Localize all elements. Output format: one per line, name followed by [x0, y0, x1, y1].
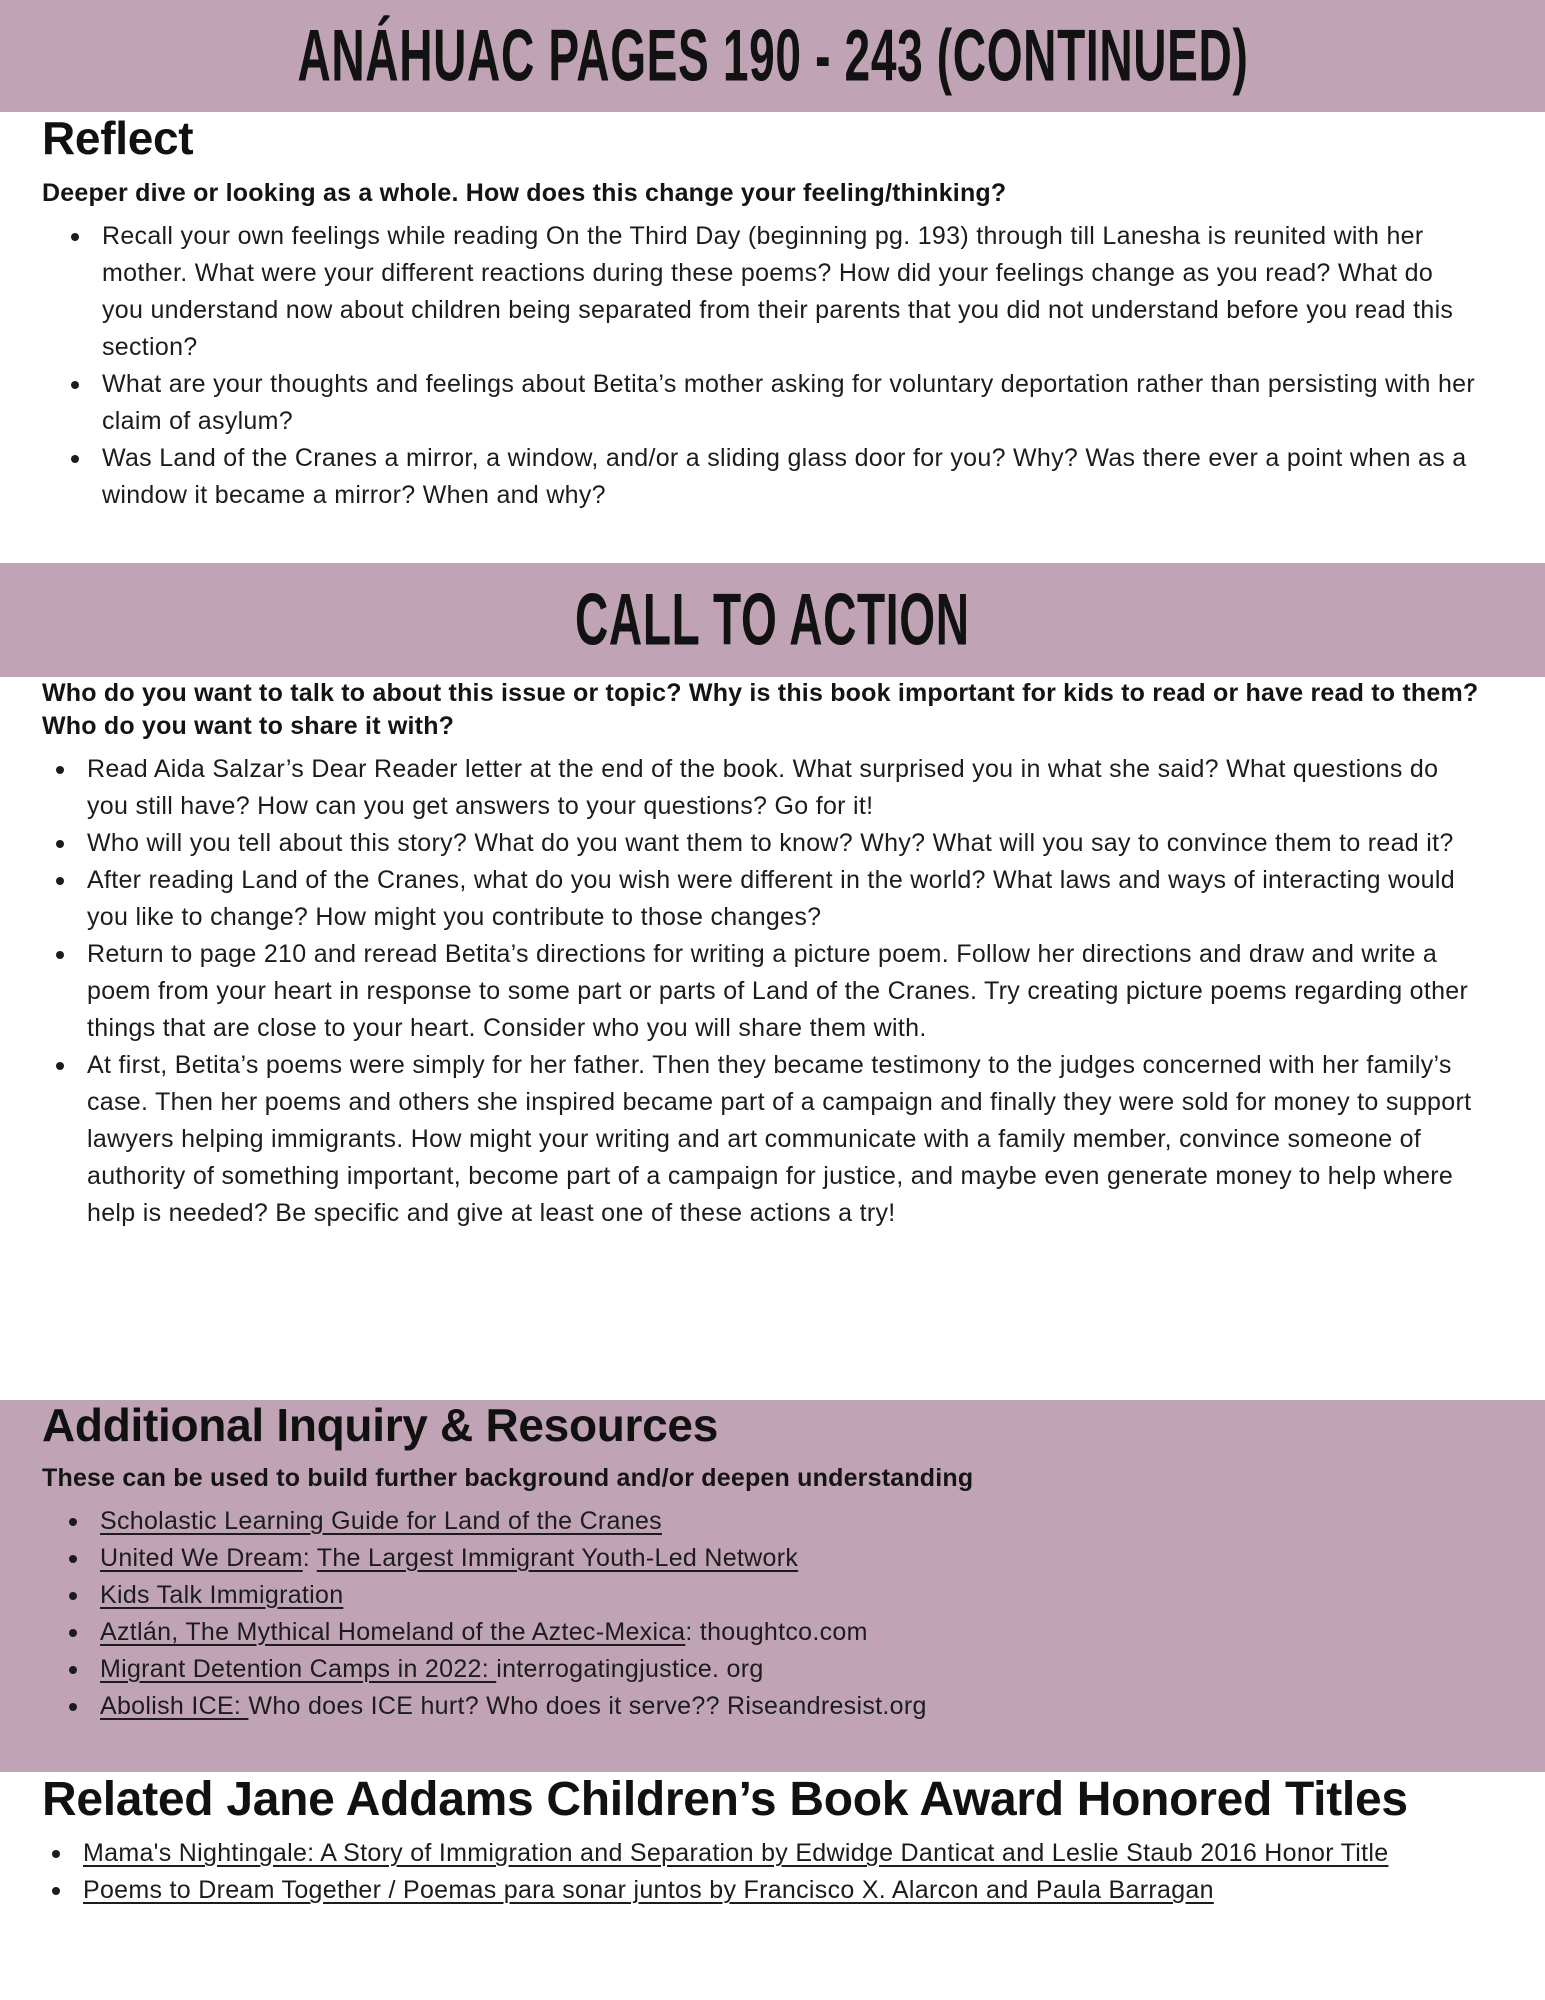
call-to-action-bullet: Who will you tell about this story? What do you want them to know? Why? What will you say to convince them to read it? — [54, 825, 1475, 862]
resources-section — [0, 1400, 1545, 1772]
call-to-action-bullet: Read Aida Salzar’s Dear Reader letter at the end of the book. What surprised you in what she said? What questions do you still have? How can you get answers to your questions? Go for it! — [54, 751, 1475, 825]
resource-item-link[interactable]: Kids Talk Immigration — [100, 1580, 344, 1609]
reflect-intro: Deeper dive or looking as a whole. How does this change your feeling/thinking? — [42, 178, 1007, 207]
call-to-action-bullet: Return to page 210 and reread Betita’s directions for writing a picture poem. Follow her directions and draw and write a poem from your heart in response to some part or parts of Land of the Cranes. Try creating picture poems regarding other things that are close to your heart. Consider who you will share them with. — [54, 936, 1475, 1047]
related-titles-list — [50, 1835, 1495, 1909]
resource-item-link[interactable]: Aztlán, The Mythical Homeland of the Aztec-Mexica — [100, 1617, 686, 1646]
resource-item — [67, 1651, 1475, 1688]
resources-link-list — [67, 1503, 1495, 1725]
resource-item-link[interactable]: The Largest Immigrant Youth-Led Network — [316, 1543, 799, 1572]
resource-item-text: : — [302, 1543, 317, 1572]
call-to-action-intro: Who do you want to talk to about this issue or topic? Why is this book important for kids to read or have read to them? Who do you want to share it with? — [42, 679, 1479, 740]
reflect-section — [0, 112, 1545, 563]
call-to-action-title: CALL TO ACTION — [575, 579, 970, 661]
call-to-action-bullet: After reading Land of the Cranes, what do you wish were different in the world? What laws and ways of interacting would you like to change? How might you contribute to those changes? — [54, 862, 1475, 936]
resources-heading: Additional Inquiry & Resources — [42, 1399, 718, 1451]
call-to-action-bullet: At first, Betita’s poems were simply for her father. Then they became testimony to the judges concerned with her family’s case. Then her poems and others she inspired became part of a campaign and finally they were sold for money to support lawyers helping immigrants. How might your writing and art communicate with a family member, convince someone of authority of something important, become part of a campaign for justice, and maybe even generate money to help where help is needed? Be specific and give at least one of these actions a try! — [54, 1047, 1475, 1232]
resource-item — [67, 1688, 1475, 1725]
resource-item-text: Who does ICE hurt? Who does it serve?? Riseandresist.org — [248, 1691, 927, 1720]
call-to-action-bullet-list — [54, 751, 1495, 1232]
resource-item — [67, 1540, 1475, 1577]
reflect-bullet: Recall your own feelings while reading On the Third Day (beginning pg. 193) through till Lanesha is reunited with her mother. What were your different reactions during these poems? How did your feelings change as you read? What do you understand now about children being separated from their parents that you did not understand before you read this section? — [69, 218, 1475, 366]
reflect-bullet: What are your thoughts and feelings about Betita’s mother asking for voluntary deportation rather than persisting with her claim of asylum? — [69, 366, 1475, 440]
resource-item-link[interactable]: Migrant Detention Camps in 2022: — [100, 1654, 497, 1683]
resource-item-link[interactable]: Abolish ICE: — [100, 1691, 249, 1720]
related-title-item — [50, 1872, 1475, 1909]
resource-item-link[interactable]: United We Dream — [100, 1543, 303, 1572]
reflect-bullet: Was Land of the Cranes a mirror, a window, and/or a sliding glass door for you? Why? Was there ever a point when as a window it became a mirror? When and why? — [69, 440, 1475, 514]
resource-item — [67, 1503, 1475, 1540]
call-to-action-banner — [0, 563, 1545, 677]
resources-intro: These can be used to build further background and/or deepen understanding — [42, 1463, 974, 1492]
related-titles-heading: Related Jane Addams Children’s Book Award Honored Titles — [42, 1773, 1408, 1826]
resource-item-text: : thoughtco.com — [685, 1617, 868, 1646]
resource-item — [67, 1577, 1475, 1614]
related-title-item — [50, 1835, 1475, 1872]
reflect-bullet-list — [69, 218, 1495, 514]
related-titles-section — [0, 1772, 1545, 2000]
resource-item-link[interactable]: Scholastic Learning Guide for Land of the Cranes — [100, 1506, 662, 1535]
header-banner — [0, 0, 1545, 112]
related-title-item-link[interactable]: Poems to Dream Together / Poemas para sonar juntos by Francisco X. Alarcon and Paula Barragan — [83, 1876, 1214, 1905]
reflect-heading: Reflect — [42, 112, 194, 164]
page-title: ANÁHUAC PAGES 190 - 243 (CONTINUED) — [297, 15, 1248, 97]
resource-item — [67, 1614, 1475, 1651]
related-title-item-link[interactable]: Mama's Nightingale: A Story of Immigration and Separation by Edwidge Danticat and Leslie Staub 2016 Honor Title — [83, 1839, 1389, 1868]
call-to-action-section — [0, 677, 1545, 1400]
resource-item-text: interrogatingjustice. org — [496, 1654, 764, 1683]
